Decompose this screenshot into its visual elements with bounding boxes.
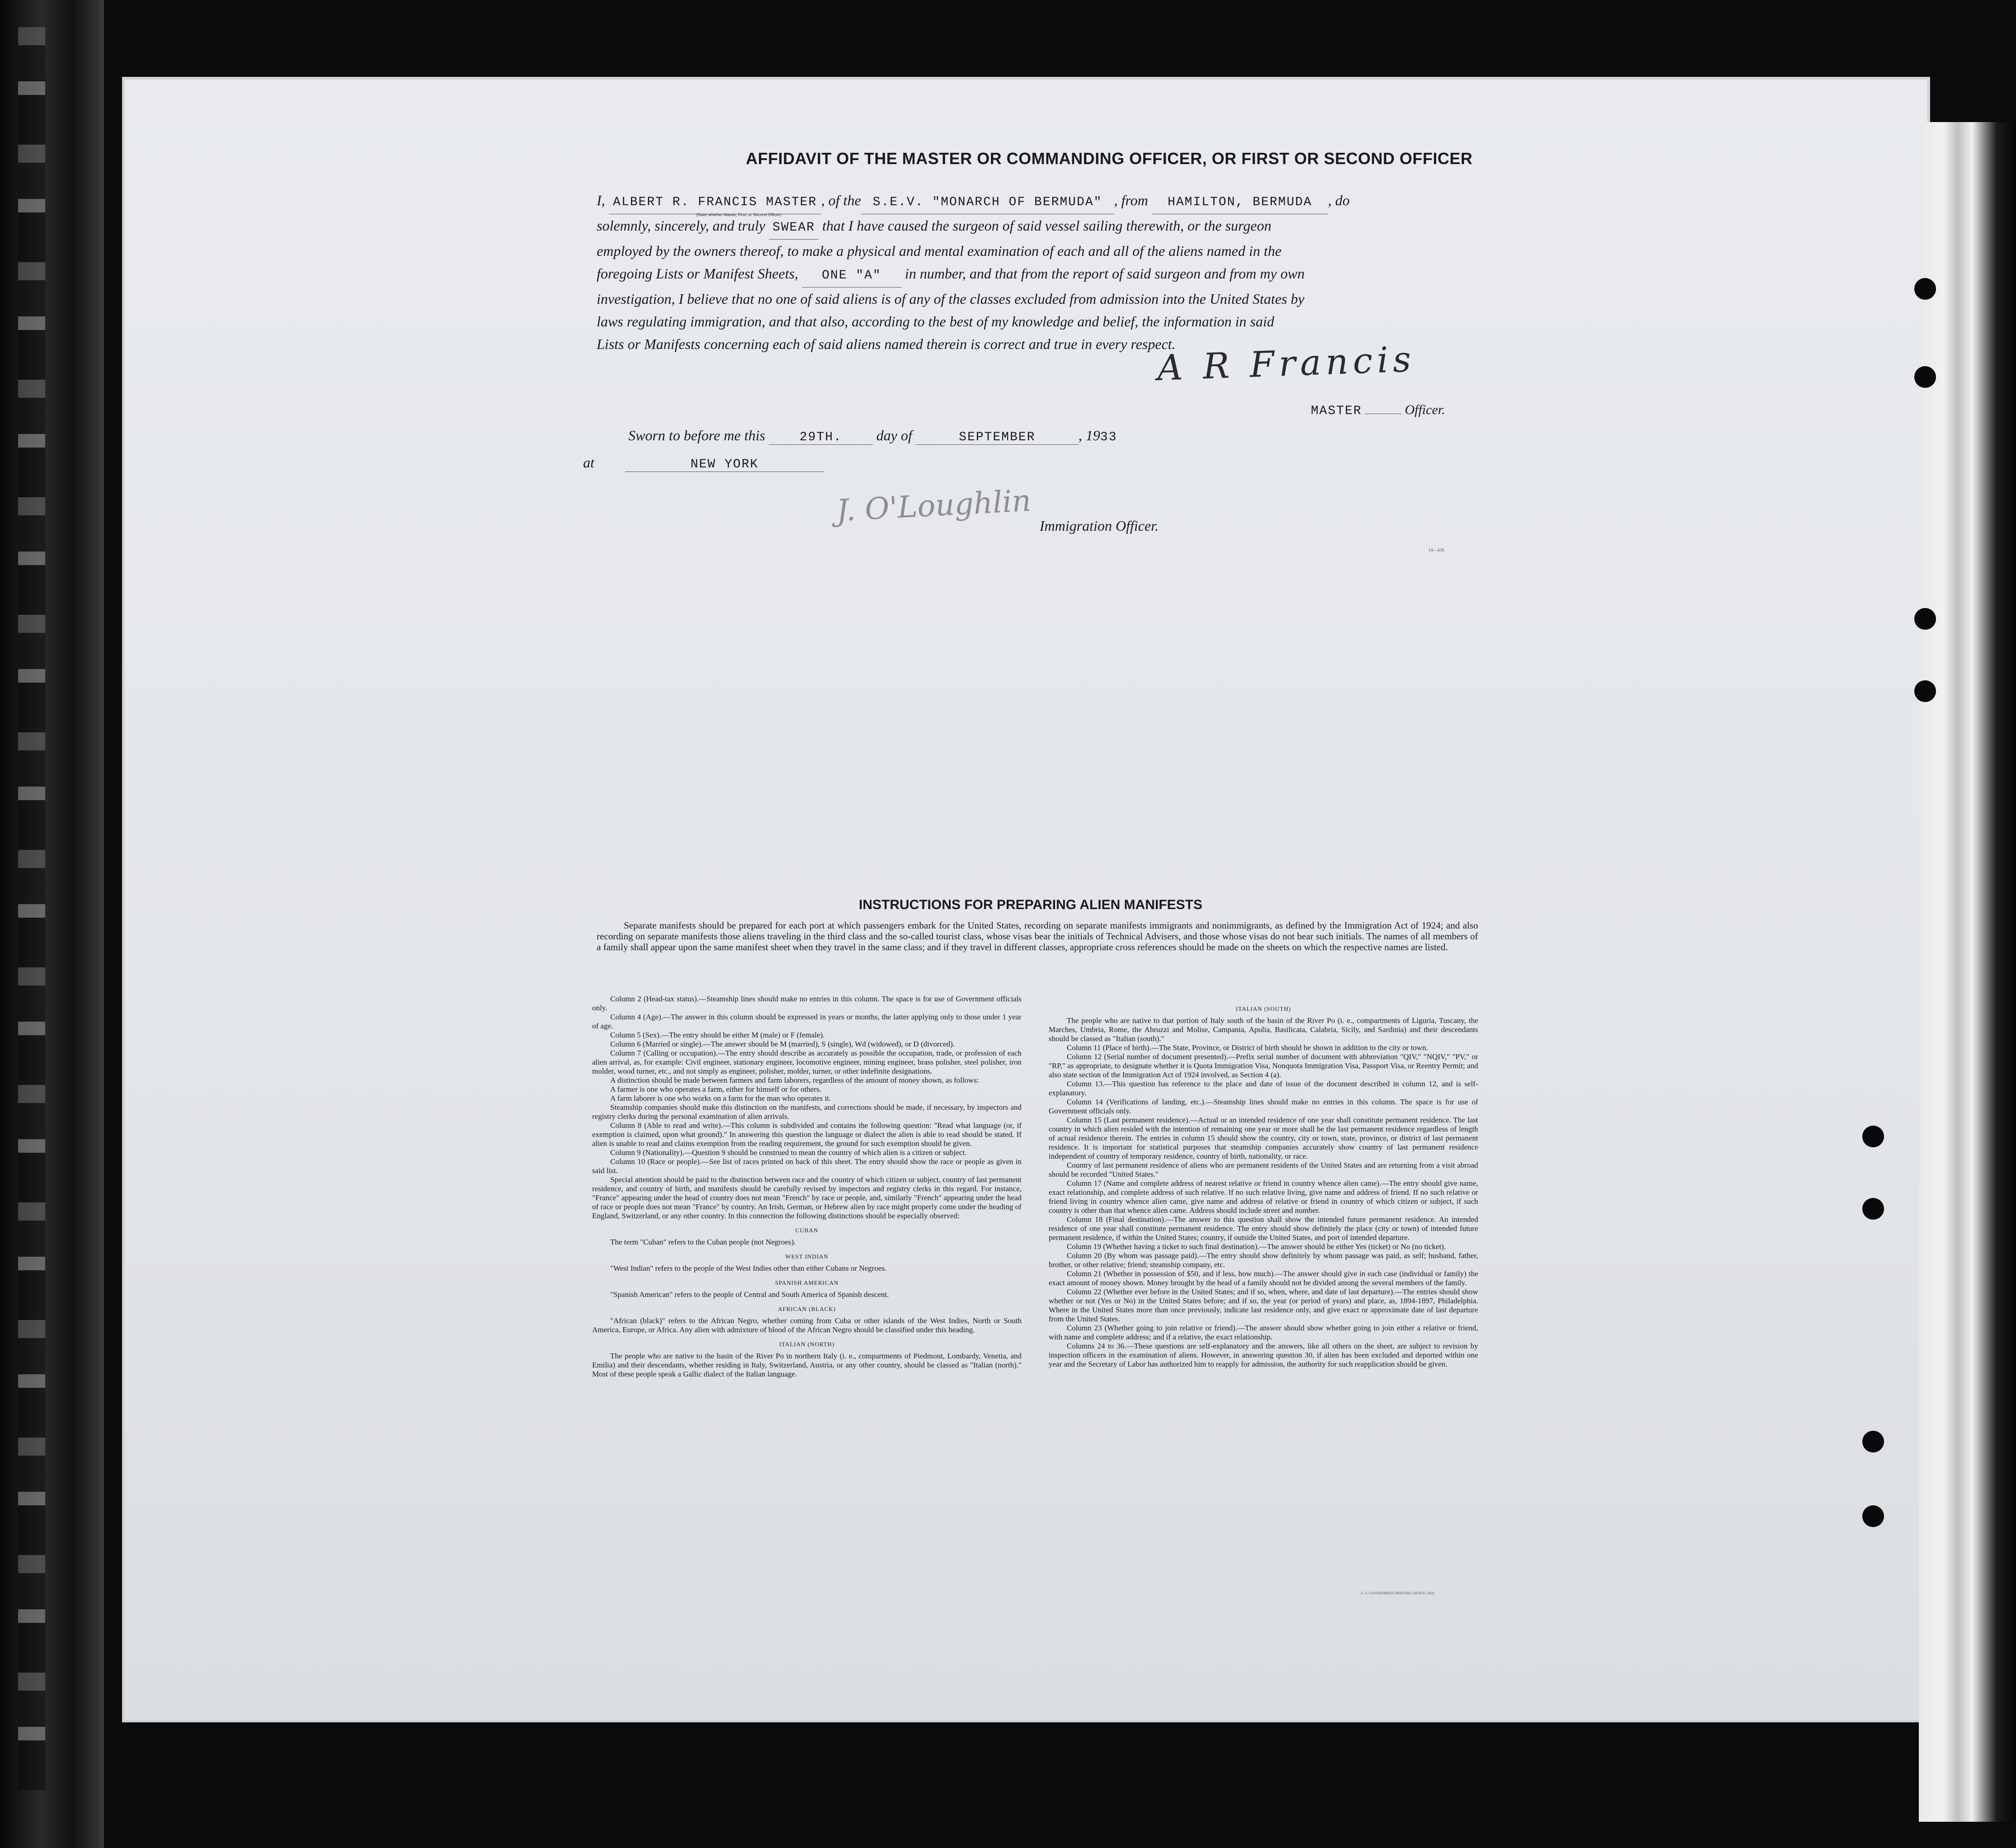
affidavit-text: I, — [597, 192, 605, 208]
vessel-name-field: S.E.V. "MONARCH OF BERMUDA" — [861, 191, 1114, 214]
instruction-paragraph: Column 18 (Final destination).—The answer to this question shall show the intended future permanent residence. An intended residence of one year shall constitute permanent residence. The entry should show definitely the place (city or town) of intended future permanent residence, if within the United States; country, if outside the United States, and port of intended departure. — [1049, 1215, 1478, 1242]
instruction-paragraph: Column 2 (Head-tax status).—Steamship lines should make no entries in this column. The space is for use of Government officials only. — [592, 995, 1022, 1012]
affidavit-line-4 — [597, 262, 1501, 288]
instruction-paragraph: The people who are native to that portion of Italy south of the basin of the River Po (i. e., compartments of Liguria, Tuscany, the Marches, Umbria, Rome, the Abruzzi and Molise, Campania, Apulia, Basilicata, Calabria, Sicily, and Sardinia) and their descendants should be classed as "Italian (south)." — [1049, 1016, 1478, 1043]
instruction-paragraph: Column 17 (Name and complete address of nearest relative or friend in country whence alien came).—The entry should give name, exact relationship, and complete address of such relative. If no such relative living, give name and address of friend. If no such relative or friend living in country whence alien came, give name and address of relative or friend in country of which citizen or subject, if such country is other than that whence alien came. Address should include street and number. — [1049, 1179, 1478, 1215]
affidavit-text: solemnly, sincerely, and truly — [597, 217, 765, 234]
affidavit-text: that I have caused the surgeon of said vessel sailing therewith, or the surgeon — [822, 217, 1272, 234]
form-number: 14—436 — [1428, 548, 1444, 553]
affidavit-line-2 — [597, 214, 1501, 240]
master-signature: A R Francis — [1156, 339, 1416, 389]
affidavit-text: , of the — [821, 192, 861, 208]
affidavit-text: at — [583, 454, 594, 471]
instructions-title: INSTRUCTIONS FOR PREPARING ALIEN MANIFESTS — [859, 897, 1203, 912]
affidavit-line-5: investigation, I believe that no one of said aliens is of any of the classes excluded from admission into the United States by — [597, 291, 1305, 307]
affidavit-text: , 19 — [1078, 427, 1100, 443]
immigration-officer-signature: J. O'Loughlin — [835, 483, 1032, 528]
officer-name-field: ALBERT R. FRANCIS MASTER — [609, 191, 821, 214]
instruction-paragraph: Column 23 (Whether going to join relative or friend).—The answer should show whether going to join either a relative or friend, with name and complete address; and if a relative, the exact relationship. — [1049, 1324, 1478, 1341]
instruction-paragraph: The people who are native to the basin of the River Po in northern Italy (i. e., compartments of Piedmont, Lombardy, Venetia, and Emilia) and their descendants, whether residing in Italy, Switzerland, Austria, or any other country, should be classed as "Italian (north)." Most of these people speak a Gallic dialect of the Italian language. — [592, 1352, 1022, 1378]
affidavit-line-7: Lists or Manifests concerning each of said aliens named therein is correct and true in every respect. — [597, 336, 1176, 352]
punch-hole — [1862, 1198, 1884, 1220]
instruction-paragraph: Column 4 (Age).—The answer in this column should be expressed in years or months, the latter applying only to those under 1 year of age. — [592, 1013, 1022, 1030]
affidavit-line-6: laws regulating immigration, and that also, according to the best of my knowledge and belief, the information in said — [597, 313, 1274, 330]
affidavit-text: , do — [1328, 192, 1350, 208]
instruction-paragraph: Column 11 (Place of birth).—The State, Province, or District of birth should be shown in addition to the city or town. — [1067, 1043, 1428, 1052]
rank-field: MASTER — [1311, 404, 1362, 418]
instruction-paragraph: Steamship companies should make this distinction on the manifests, and corrections should be made, if necessary, by inspectors and registry clerks during the personal examination of alien arrivals. — [592, 1103, 1022, 1121]
section-heading-west-indian: WEST INDIAN — [785, 1253, 829, 1260]
instruction-paragraph: "Spanish American" refers to the people of Central and South America of Spanish descent. — [610, 1290, 889, 1299]
section-heading-cuban: CUBAN — [795, 1227, 819, 1234]
instruction-paragraph: Column 6 (Married or single).—The answer should be M (married), S (single), Wd (widowed), or D (divorced). — [610, 1040, 955, 1048]
film-edge-marks — [18, 27, 45, 1790]
officer-rank-note: (State whether Master, First, or Second Officer) — [696, 212, 782, 217]
sworn-place-line — [583, 454, 824, 472]
instructions-intro: Separate manifests should be prepared for each port at which passengers embark for the United States, recording on separate manifests immigrants and nonimmigrants, as defined by the Immigration Act of 1924; and also recording on separate manifests those aliens traveling in the third class and the so-called tourist class, whose visas bear the initials of Technical Advisers, and those whose visas do not bear such initials. The names of all members of a family shall appear upon the same manifest sheet when they travel in the same class; and if they travel in different classes, appropriate cross references should be made on the sheets on which the respective names are listed. — [597, 920, 1478, 952]
instruction-paragraph: Column 22 (Whether ever before in the United States; and if so, when, where, and date of last departure).—The entries should show whether or not (Yes or No) in the United States before; and if so, the year (or period of years) and place, as, 1894-1897, Philadelphia. Where in the United States more than once previously, indicate last residence only, and give exact or approximate date of last departure from the United States. — [1049, 1287, 1478, 1323]
punch-hole — [1914, 608, 1936, 630]
instruction-paragraph: Column 10 (Race or people).—See list of races printed on back of this sheet. The entry should show the race or people as given in said list. — [592, 1157, 1022, 1175]
immigration-officer-label: Immigration Officer. — [1040, 518, 1159, 534]
instruction-paragraph: Special attention should be paid to the distinction between race and the country of which citizen or subject, country of last permanent residence, and country of birth, and manifests should be carefully revised by inspectors and registry clerks in this regard. For instance, "France" appearing under the head of country does not mean "French" by race or people, and, similarly "French" appearing under the head of race or people does not mean "France" by country. An Irish, German, or Hebrew alien by race might properly come under the heading of England, Switzerland, or any other country. In this connection the following distinctions should be especially observed: — [592, 1175, 1022, 1220]
sworn-place-field: NEW YORK — [625, 457, 824, 472]
instruction-paragraph: Column 19 (Whether having a ticket to such final destination).—The answer should be either Yes (ticket) or No (no ticket). — [1067, 1242, 1446, 1251]
instruction-paragraph: Column 7 (Calling or occupation).—The entry should describe as accurately as possible the occupation, trade, or profession of each alien arrival, as, for example: Civil engineer, stationary engineer, locomotive engineer, mining engineer, brass polisher, steel polisher, iron molder, wood turner, etc., and not simply as engineer, polisher, molder, turner, or other indefinite designations. — [592, 1049, 1022, 1075]
instruction-paragraph: Column 9 (Nationality).—Question 9 should be construed to mean the country of which alien is a citizen or subject. — [610, 1148, 967, 1157]
affidavit-text: Sworn to before me this — [628, 427, 765, 443]
affidavit-line-3: employed by the owners thereof, to make a physical and mental examination of each and all of the aliens named in the — [597, 243, 1281, 259]
punch-hole — [1914, 366, 1936, 388]
rank-suffix: Officer. — [1404, 402, 1445, 417]
affidavit-text: foregoing Lists or Manifest Sheets, — [597, 265, 798, 282]
instruction-paragraph: Column 5 (Sex).—The entry should be either M (male) or F (female). — [610, 1031, 825, 1039]
instruction-paragraph: Column 12 (Serial number of document presented).—Prefix serial number of document with abbreviation "QIV," "NQIV," "PV," or "RP," as appropriate, to designate whether it is Quota Immigration Visa, Nonquota Immigration Visa, Passport Visa, or Reentry Permit; and also state section of the Immigration Act of 1924 involved, as Section 4 (a). — [1049, 1052, 1478, 1079]
section-heading-african: AFRICAN (BLACK) — [777, 1306, 836, 1312]
punch-hole — [1914, 680, 1936, 702]
instruction-paragraph: The term "Cuban" refers to the Cuban people (not Negroes). — [610, 1238, 796, 1246]
instruction-paragraph: Column 21 (Whether in possession of $50, and if less, how much).—The answer should give in each case (individual or family) the exact amount of money shown. Money brought by the head of a family should not be divided among the several members of the family. — [1049, 1269, 1478, 1287]
affidavit-text: in number, and that from the report of said surgeon and from my own — [904, 265, 1305, 282]
instruction-paragraph: "West Indian" refers to the people of the West Indies other than either Cubans or Negroes. — [610, 1264, 887, 1273]
oath-field: SWEAR — [769, 217, 819, 240]
instruction-paragraph: Columns 24 to 36.—These questions are self-explanatory and the answers, like all others on the sheet, are subject to revision by inspection officers in the examination of aliens. However, in answering question 30, if alien has been excluded and deported within one year and the Secretary of Labor has authorized him to reapply for admission, the authority for such reapplication should be given. — [1049, 1342, 1478, 1368]
sworn-day-field: 29TH. — [769, 430, 873, 445]
affidavit-title: AFFIDAVIT OF THE MASTER OR COMMANDING OFFICER, OR FIRST OR SECOND OFFICER — [746, 149, 1473, 168]
punch-hole — [1862, 1431, 1884, 1452]
punch-hole — [1862, 1505, 1884, 1527]
section-heading-italian-north: ITALIAN (NORTH) — [779, 1341, 835, 1348]
affidavit-text: day of — [876, 427, 912, 443]
instruction-paragraph: A farmer is one who operates a farm, either for himself or for others. — [610, 1085, 821, 1094]
instruction-paragraph: A farm laborer is one who works on a farm for the man who operates it. — [610, 1094, 831, 1103]
affidavit-line-1 — [597, 189, 1501, 214]
instruction-paragraph: A distinction should be made between farmers and farm laborers, regardless of the amount of money shown, as follows: — [610, 1076, 979, 1084]
instruction-paragraph: Column 8 (Able to read and write).—This column is subdivided and contains the following question: "Read what language (or, if exemption is claimed, upon what ground)." In answering this question the language or dialect the alien is able to read should be stated. If alien is unable to read and claims exemption from the reading requirement, the ground for such exemption should be given. — [592, 1121, 1022, 1148]
instruction-paragraph: Column 14 (Verifications of landing, etc.).—Steamship lines should make no entries in this column. The space is for use of Government officials only. — [1049, 1098, 1478, 1115]
instructions-left-column — [592, 995, 1022, 1379]
sworn-year-field: 33 — [1100, 430, 1117, 444]
instruction-paragraph: Country of last permanent residence of aliens who are permanent residents of the United States and are returning from a visit abroad should be recorded "United States." — [1049, 1161, 1478, 1179]
affidavit-text: , from — [1114, 192, 1148, 208]
departure-port-field: HAMILTON, BERMUDA — [1152, 191, 1328, 214]
sheet-count-field: ONE "A" — [802, 264, 901, 288]
sworn-line — [628, 427, 1117, 445]
rank-line — [1311, 402, 1445, 418]
instructions-right-column — [1049, 999, 1478, 1369]
instruction-paragraph: Column 20 (By whom was passage paid).—The entry should show definitely by whom passage was paid, as self; husband, father, brother, or other relative; friend; steamship company, etc. — [1049, 1251, 1478, 1269]
sworn-month-field: SEPTEMBER — [916, 430, 1079, 445]
instruction-paragraph: Column 13.—This question has reference to the place and date of issue of the document described in column 12, and is self-explanatory. — [1049, 1080, 1478, 1097]
printer-imprint: U. S. GOVERNMENT PRINTING OFFICE: 1932 — [1361, 1591, 1435, 1595]
punch-hole — [1862, 1126, 1884, 1147]
section-heading-italian-south: ITALIAN (SOUTH) — [1236, 1005, 1291, 1012]
instruction-paragraph: "African (black)" refers to the African Negro, whether coming from Cuba or other islands of the West Indies, North or South America, Europe, or Africa. Any alien with admixture of blood of the African Negro should be classified under this heading. — [592, 1316, 1022, 1334]
punch-hole — [1914, 278, 1936, 300]
instruction-paragraph: Column 15 (Last permanent residence).—Actual or an intended residence of one year shall constitute permanent residence. The last country in which alien resided with the intention of remaining one year or more shall be the last permanent residence regardless of length of actual residence therein. The entries in column 15 should show the country, city or town, state, province, or district of last permanent residence. It is important for statistical purposes that steamship companies accurately show country of last permanent residence independent of country of temporary residence, country of birth, nationality, or race. — [1049, 1116, 1478, 1160]
section-heading-spanish-american: SPANISH AMERICAN — [775, 1279, 839, 1286]
film-edge-left — [0, 0, 104, 1848]
